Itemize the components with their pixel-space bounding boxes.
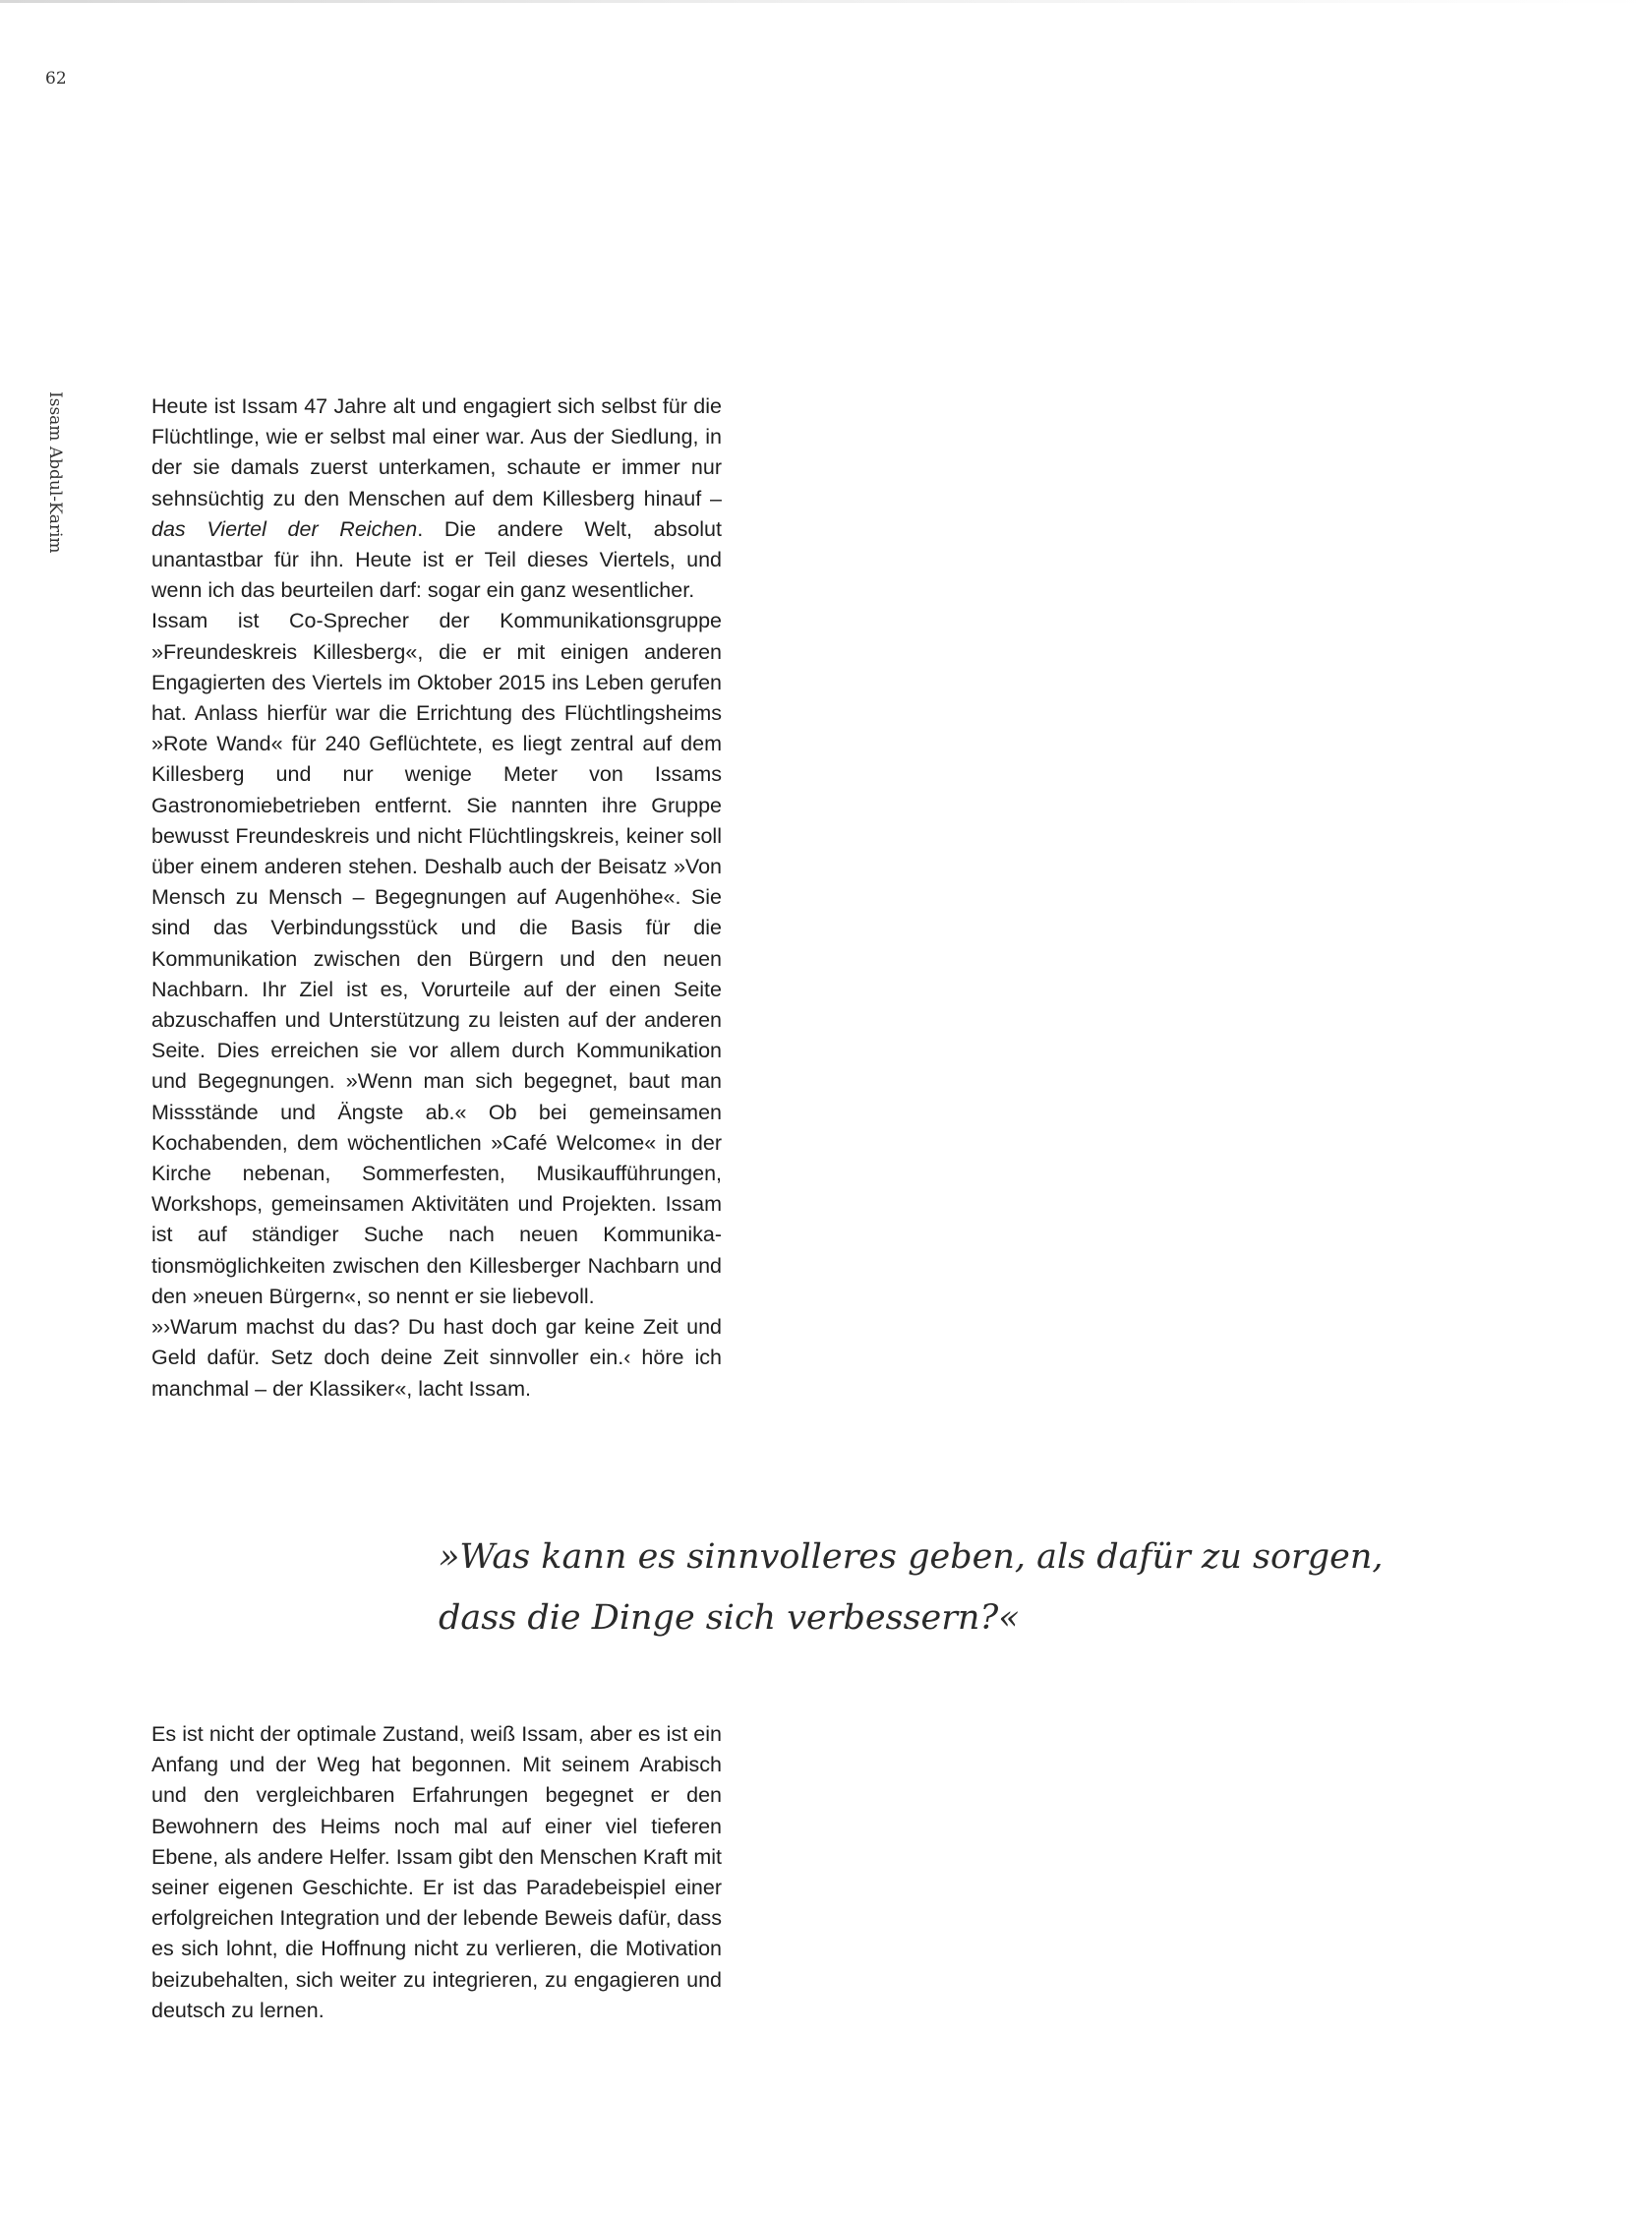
- paragraph-intro: [151, 391, 722, 606]
- page-number: 62: [45, 69, 67, 89]
- paragraph-quote-klassiker: »›Warum machst du das? Du hast doch gar keine Zeit und Geld dafür. Setz doch deine Zeit sinnvoller ein.‹ höre ich manchmal – der Klassiker«, lacht Issam.: [151, 1315, 722, 1401]
- intro-text-start: Heute ist Issam 47 Jahre alt und engagiert sich selbst für die Flüchtlinge, wie er selbst mal einer war. Aus der Siedlung, in der sie damals zuerst unterkamen, schaute er immer nur sehnsüchtig zu den Menschen auf dem Killesberg hinauf –: [151, 394, 722, 510]
- paragraph-integration: Es ist nicht der optimale Zustand, weiß Issam, aber es ist ein Anfang und der Weg hat begonnen. Mit seinem Arabisch und den vergleichbaren Erfahrungen begegnet er den Bewohnern des Heims noch mal auf einer viel tieferen Ebene, als andere Helfer. Issam gibt den Menschen Kraft mit seiner eigenen Geschichte. Er ist das Paradebeispiel einer erfolgreichen Integration und der lebende Beweis dafür, dass es sich lohnt, die Hoffnung nicht zu verlieren, die Motivation beizubehalten, sich weiter zu integrieren, zu engagieren und deutsch zu lernen.: [151, 1722, 722, 2022]
- article-body-top: [151, 391, 722, 1405]
- article-body-bottom: [151, 1719, 722, 2026]
- intro-text-end: . Die andere Welt, absolut unantastbar für ihn. Heute ist er Teil dieses Viertels, und wenn ich das beurteilen darf: sogar ein ganz wesentlicher.: [151, 516, 722, 603]
- running-head-text: Issam Abdul-Karim: [45, 391, 65, 554]
- scan-top-edge: [0, 0, 1652, 3]
- paragraph-freundeskreis: Issam ist Co-Sprecher der Kommunikationsgruppe »Freundeskreis Killesberg«, die er mit einigen anderen Engagierten des Viertels im Oktober 2015 ins Leben gerufen hat. Anlass hierfür war die Errichtung des Flüchtlingsheims »Rote Wand« für 240 Geflüchtete, es liegt zentral auf dem Killesberg und nur wenige Meter von Issams Gastronomiebetrieben entfernt. Sie nannten ihre Gruppe bewusst Freundeskreis und nicht Flüchtlingskreis, keiner soll über einem anderen stehen. Deshalb auch der Beisatz »Von Mensch zu Mensch – Begegnungen auf Augenhöhe«. Sie sind das Verbindungsstück und die Basis für die Kommunikation zwischen den Bürgern und den neuen Nachbarn. Ihr Ziel ist es, Vorurteile auf der einen Seite abzuschaffen und Unterstützung zu leisten auf der anderen Seite. Dies erreichen sie vor allem durch Kommunikation und Begegnungen. »Wenn man sich begegnet, baut man Missstände und Ängste ab.« Ob bei gemeinsamen Kochabenden, dem wöchentlichen »Café Welcome« in der Kirche nebenan, Sommerfesten, Musikaufführungen, Workshops, gemeinsamen Aktivitäten und Projekten. Issam ist auf ständiger Suche nach neuen Kommunikationsmöglichkeiten zwischen den Killesberger Nachbarn und den »neuen Bürgern«, so nennt er sie liebevoll.: [151, 609, 722, 1308]
- pull-quote-line-2: dass die Dinge sich verbessern?«: [439, 1598, 1020, 1638]
- pull-quote: [439, 1527, 1384, 1648]
- pull-quote-line-1: »Was kann es sinnvolleres geben, als dafür zu sorgen,: [439, 1537, 1384, 1577]
- intro-italic-phrase: das Viertel der Reichen: [151, 516, 418, 541]
